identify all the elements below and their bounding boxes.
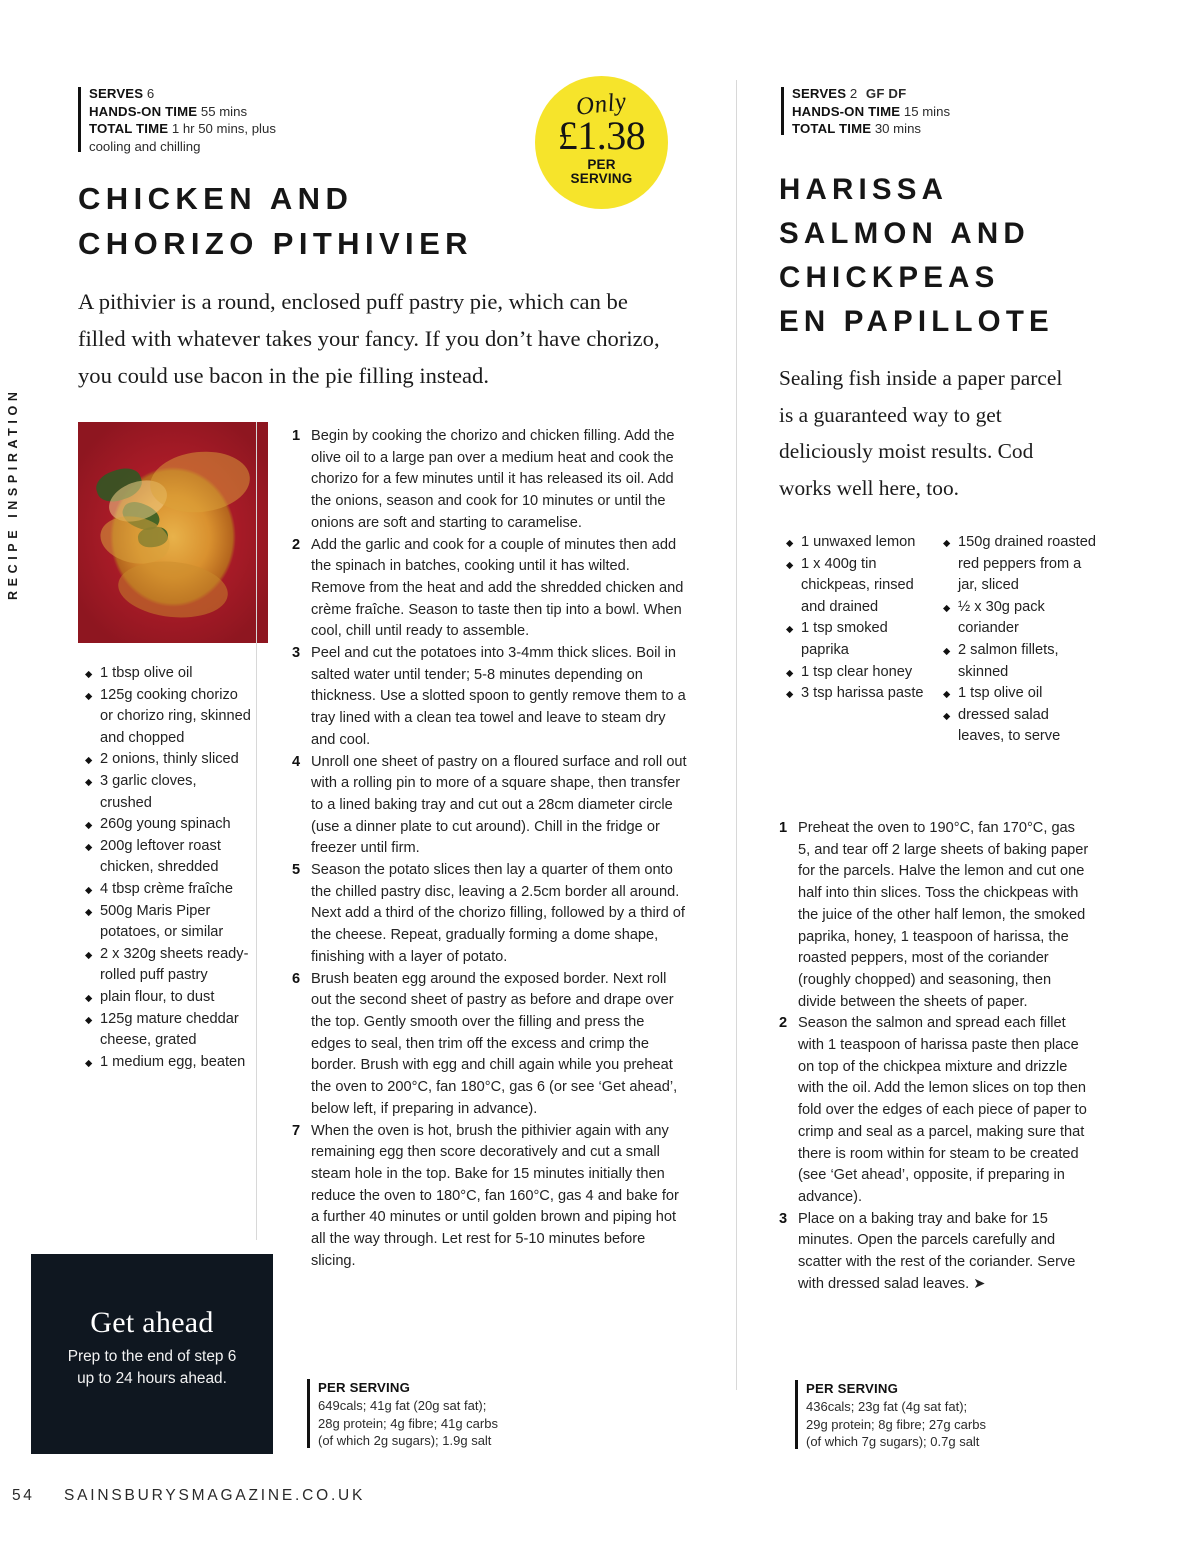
list-item: ◆ 2 x 320g sheets ready-rolled puff pastry [86,944,251,987]
left-per-serving-line2: 28g protein; 4g fibre; 41g carbs [318,1415,498,1431]
photo-detail [147,447,253,517]
get-ahead-title: Get ahead [90,1306,214,1339]
left-title-line1: CHICKEN AND [78,181,354,216]
list-item: ◆ 2 salmon fillets, skinned [944,640,1096,683]
method-step: Preheat the oven to 190°C, fan 170°C, gas 5, and tear off 2 large sheets of baking paper for the parcels. Halve the lemon and cut one half into thin slices. Toss the chickpeas with the juice of the other half lemon, the smoked paprika, honey, 1 teaspoon of harissa, the roasted peppers, most of the coriander (roughly chopped) and seasoning, then divide between the sheets of paper. [798,820,1089,1010]
right-ingredients-col1 [787,532,937,705]
page-number: 54 [12,1487,35,1504]
badge-per: PER [587,157,616,172]
right-total-label: TOTAL TIME [792,121,872,137]
list-item: ◆ 4 tbsp crème fraîche [86,879,251,901]
right-total-row [792,120,1112,138]
right-method-steps [779,818,1091,1295]
list-item: ◆ 125g cooking chorizo or chorizo ring, skinned and chopped [86,685,251,750]
right-handson-label: HANDS-ON TIME [792,103,901,119]
method-step: Unroll one sheet of pastry on a floured surface and roll out with a rolling pin to more of a square shape, then transfer to a lined baking tray and cut out a 28cm diameter circle (use a dinner plate to cut around). Chill in the fridge or freezer until firm. [311,753,687,857]
right-per-serving-heading: PER SERVING [806,1381,899,1396]
left-per-serving-line3: (of which 2g sugars); 1.9g salt [318,1433,492,1449]
left-ingredients-list [86,663,251,1073]
left-total-label: TOTAL TIME [89,121,169,137]
badge-price: £1.38 [557,113,646,158]
list-item: ◆ 150g drained roasted red peppers from a jar, sliced [944,532,1096,597]
right-title-line4: EN PAPILLOTE [779,305,1054,338]
photo-detail [115,556,230,622]
list-item: ◆ 2 onions, thinly sliced [86,749,251,771]
right-standfirst: Sealing fish inside a paper parcel is a guaranteed way to get deliciously moist results. Cod works well here, too. [779,366,1063,500]
method-step: Peel and cut the potatoes into 3-4mm thick slices. Boil in salted water until tender; 5-8 minutes depending on thickness. Use a slotted spoon to gently remove them to a tray lined with a clean tea towel and leave to steam dry and cool. [311,645,686,748]
right-title-line2: SALMON AND [779,217,1030,250]
list-item: ◆ 125g mature cheddar cheese, grated [86,1009,251,1052]
left-handson-row [89,103,349,121]
right-per-serving [795,1379,1106,1451]
right-title-line3: CHICKPEAS [779,261,1000,294]
right-recipe-meta [781,85,1112,138]
get-ahead-line2: up to 24 hours ahead. [77,1370,227,1387]
list-item: ◆ 200g leftover roast chicken, shredded [86,836,251,879]
method-step: Season the salmon and spread each fillet with 1 teaspoon of harissa paste then place on top of the chickpea mixture and drizzle with the oil. Add the lemon slices on top then fold over the edges of each piece of paper to crimp and seal as a parcel, making sure that there is room within for steam to be created (see ‘Get ahead’, opposite, if preparing in advance). [798,1015,1087,1205]
get-ahead-line1: Prep to the end of step 6 [67,1348,237,1365]
left-method-ol [292,426,687,1272]
right-per-serving-line1: 436cals; 23g fat (4g sat fat); [806,1399,968,1414]
right-title-line1: HARISSA [779,173,949,206]
right-ingredients-col2 [944,532,1096,748]
pithivier-photo [78,422,268,643]
left-serves-value: 6 [146,86,155,101]
right-handson-value: 15 mins [903,103,951,119]
list-item: ◆ 1 tbsp olive oil [86,663,251,685]
left-total-value: 1 hr 50 mins, plus [171,121,276,137]
left-standfirst: A pithivier is a round, enclosed puff pastry pie, which can be filled with whatever takes your fancy. If you don’t have chorizo, you could use bacon in the pie filling instead. [78,289,660,388]
left-recipe-meta [78,85,349,155]
left-method-steps [292,426,687,1272]
diet-tags: GF DF [865,86,907,101]
method-step: Place on a baking tray and bake for 15 minutes. Open the parcels carefully and scatter with the rest of the coriander. Serve with dressed salad leaves. ➤ [798,1210,1076,1292]
list-item: ◆ plain flour, to dust [86,987,251,1009]
method-step: Season the potato slices then lay a quarter of them onto the chilled pastry disc, leaving a 2.5cm border all around. Next add a third of the chorizo filling, followed by a third of the cheese. Repeat, gradually forming a dome shape, finishing with a layer of potato. [311,862,685,965]
list-item: ◆ 500g Maris Piper potatoes, or similar [86,901,251,944]
right-method-ol [779,818,1091,1295]
right-recipe-title [779,168,1179,344]
list-item: ◆ 3 tsp harissa paste [787,683,937,705]
badge-only-text: Only [574,88,629,121]
right-ingredients-ul-2 [944,532,1096,748]
right-total-value: 30 mins [874,121,922,137]
right-per-serving-line3: (of which 7g sugars); 0.7g salt [806,1434,980,1450]
badge-serving: SERVING [570,171,633,186]
get-ahead-box [31,1254,273,1454]
method-step: Begin by cooking the chorizo and chicken filling. Add the olive oil to a large pan over a medium heat and cook the chorizo for a few minutes until it has released its oil. Add the onions, season and cook for 10 minutes or until the onions are soft and starting to caramelise. [311,428,675,531]
list-item: ◆ 1 tsp olive oil [944,683,1096,705]
list-item: ◆ 1 unwaxed lemon [787,532,937,554]
list-item: ◆ ½ x 30g pack coriander [944,597,1096,640]
left-title-line2: CHORIZO PITHIVIER [78,226,473,261]
list-item: ◆ 1 tsp smoked paprika [787,618,937,661]
right-ingredients-ul-1 [787,532,937,705]
list-item: ◆ 1 medium egg, beaten [86,1052,251,1074]
list-item: ◆ 3 garlic cloves, crushed [86,771,251,814]
column-divider [256,422,257,1240]
left-total-row [89,120,349,138]
right-per-serving-line2: 29g protein; 8g fibre; 27g carbs [806,1416,986,1432]
left-handson-value: 55 mins [200,103,248,119]
list-item: ◆ dressed salad leaves, to serve [944,705,1096,748]
left-recipe-title [78,176,678,266]
section-label: RECIPE INSPIRATION [6,387,20,600]
left-per-serving [307,1378,618,1450]
footer-website: SAINSBURYSMAGAZINE.CO.UK [64,1487,366,1504]
left-serves-row [89,85,349,103]
list-item: ◆ 1 x 400g tin chickpeas, rinsed and drained [787,554,937,619]
left-per-serving-heading: PER SERVING [318,1380,411,1395]
right-serves-row [792,85,1112,103]
left-ingredients-ul [86,663,251,1073]
left-per-serving-line1: 649cals; 41g fat (20g sat fat); [318,1398,487,1413]
method-step: When the oven is hot, brush the pithivier again with any remaining egg then score decoratively and cut a small steam hole in the top. Bake for 15 minutes initially then reduce the oven to 180°C, fan 160°C, gas 4 and bake for a further 40 minutes or until golden brown and piping hot all the way through. Let rest for 5-10 minutes before slicing. [311,1122,679,1269]
list-item: ◆ 1 tsp clear honey [787,662,937,684]
right-handson-row [792,103,1112,121]
page-gutter-divider [736,80,737,1390]
left-handson-label: HANDS-ON TIME [89,103,198,119]
left-serves-label: SERVES [89,86,144,101]
list-item: ◆ 260g young spinach [86,814,251,836]
right-serves-value: 2 [849,86,858,101]
right-serves-label: SERVES [792,86,847,101]
method-step: Add the garlic and cook for a couple of minutes then add the spinach in batches, cooking until it has wilted. Remove from the heat and add the shredded chicken and crème fraîche. Season to taste then tip into a bowl. When cool, chill until ready to assemble. [311,536,684,640]
left-total-extra: cooling and chilling [89,138,201,154]
method-step: Brush beaten egg around the exposed border. Next roll out the second sheet of pastry as before and drape over the top. Gently smooth over the filling and press the edges to seal, then trim off the excess and crimp the border. Brush with egg and chill again while you preheat the oven to 200°C, fan 180°C, gas 6 (or see ‘Get ahead’, below left, if preparing in advance). [311,970,678,1117]
